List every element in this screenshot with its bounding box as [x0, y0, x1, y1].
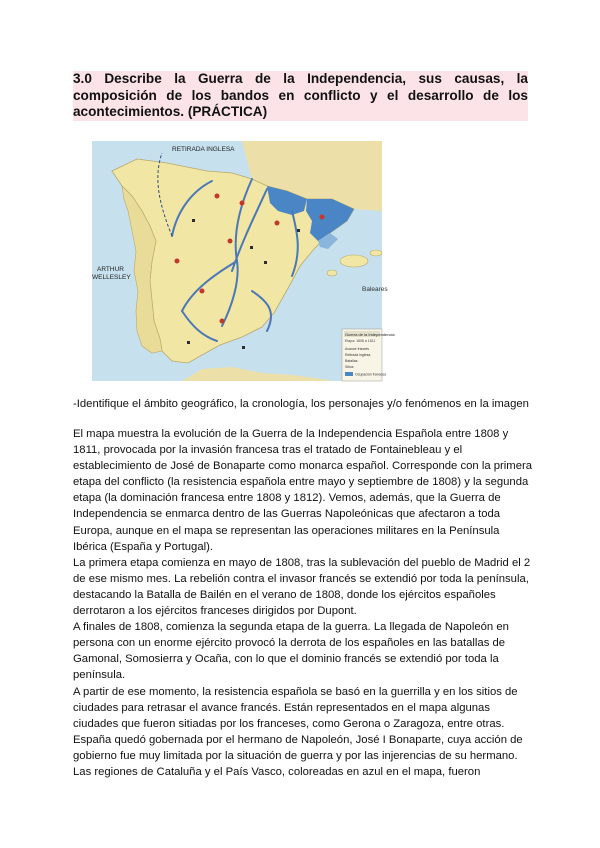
battle-marker [175, 259, 180, 264]
paragraph: El mapa muestra la evolución de la Guerra de la Independencia Española entre 1808 y 1811, provocada por la invasión francesa tras el tratado de Fontainebleau y el establecimiento de José de Bonaparte como monarca español. Corresponde con la primera etapa del conflicto (la resistencia española entre mayo y septiembre de 1808) y la segunda etapa (la dominación francesa entre 1808 y 1812). Vemos, además, que la Guerra de Independencia se enmarca dentro de las Guerras Napoleónicas que afectaron a toda Europa, aunque en el mapa se representan las operaciones militares en la Península Ibérica (España y Portugal). [73, 428, 533, 553]
legend-subtitle: Etapa: 1808 a 1811 [345, 339, 376, 343]
page-title: 3.0 Describe la Guerra de la Independencia, sus causas, la composición de los bandos en conflicto y el desarrollo de los acontecimientos. (PRÁCTICA) [73, 71, 528, 119]
baleares-label: Baleares [362, 286, 388, 293]
battle-marker [200, 289, 205, 294]
battle-marker [320, 215, 325, 220]
battle-marker [240, 201, 245, 206]
city-marker [297, 229, 300, 232]
city-marker [192, 219, 195, 222]
battle-marker [220, 319, 225, 324]
legend-item: Retirada inglesa [345, 353, 371, 357]
legend-title: Guerra de la Independencia [345, 332, 395, 337]
battle-marker [215, 194, 220, 199]
city-marker [187, 341, 190, 344]
map-svg [92, 141, 395, 381]
paragraph: A partir de ese momento, la resistencia española se basó en la guerrilla y en los sitios de ciudades para retrasar el avance francés. Están representados en el mapa algunas ciudades que fueron sitiadas por los franceses, como Gerona o Zaragoza, entre otras. España quedó gobernada por el hermano de Napoleón, José I Bonaparte, cuya acción de gobierno fue muy limitada por la situación de guerra y por las injerencias de su hermano. [73, 685, 523, 762]
legend-item: Ocupación francesa [355, 372, 387, 377]
paragraph: A finales de 1808, comienza la segunda etapa de la guerra. La llegada de Napoleón en persona con un enorme ejército provocó la derrota de los españoles en las batallas de Gamonal, Somosierra y Ocaña, con lo que el dominio francés se extendió por toda la península. [73, 621, 509, 682]
menorca-island [370, 250, 382, 256]
paragraph: Las regiones de Cataluña y el País Vasco, coloreadas en azul en el mapa, fueron [73, 765, 481, 778]
battle-marker [228, 239, 233, 244]
legend-item: Sitios [345, 365, 354, 369]
city-marker [264, 261, 267, 264]
answer-text [73, 426, 533, 780]
question-prompt: -Identifique el ámbito geográfico, la cronología, los personajes y/o fenómenos en la imagen [73, 398, 529, 410]
map-legend [342, 329, 395, 381]
mallorca-island [340, 255, 368, 267]
battle-marker [275, 221, 280, 226]
legend-item: Avance francés [345, 347, 370, 351]
ibiza-island [327, 270, 337, 276]
wellesley-label: ARTHUR WELLESLEY [92, 266, 131, 281]
legend-occupied-swatch [345, 372, 353, 376]
legend-item: Batallas [345, 359, 358, 363]
retirada-label: RETIRADA INGLESA [172, 146, 235, 153]
paragraph: La primera etapa comienza en mayo de 1808, tras la sublevación del pueblo de Madrid el 2 de ese mismo mes. La rebelión contra el invasor francés se extendió por toda la península, destacando la Batalla de Bailén en el verano de 1808, donde los ejércitos españoles derrotaron a los ejércitos franceses dirigidos por Dupont. [73, 556, 531, 618]
city-marker [250, 246, 253, 249]
city-marker [242, 346, 245, 349]
war-map-image [92, 141, 395, 381]
